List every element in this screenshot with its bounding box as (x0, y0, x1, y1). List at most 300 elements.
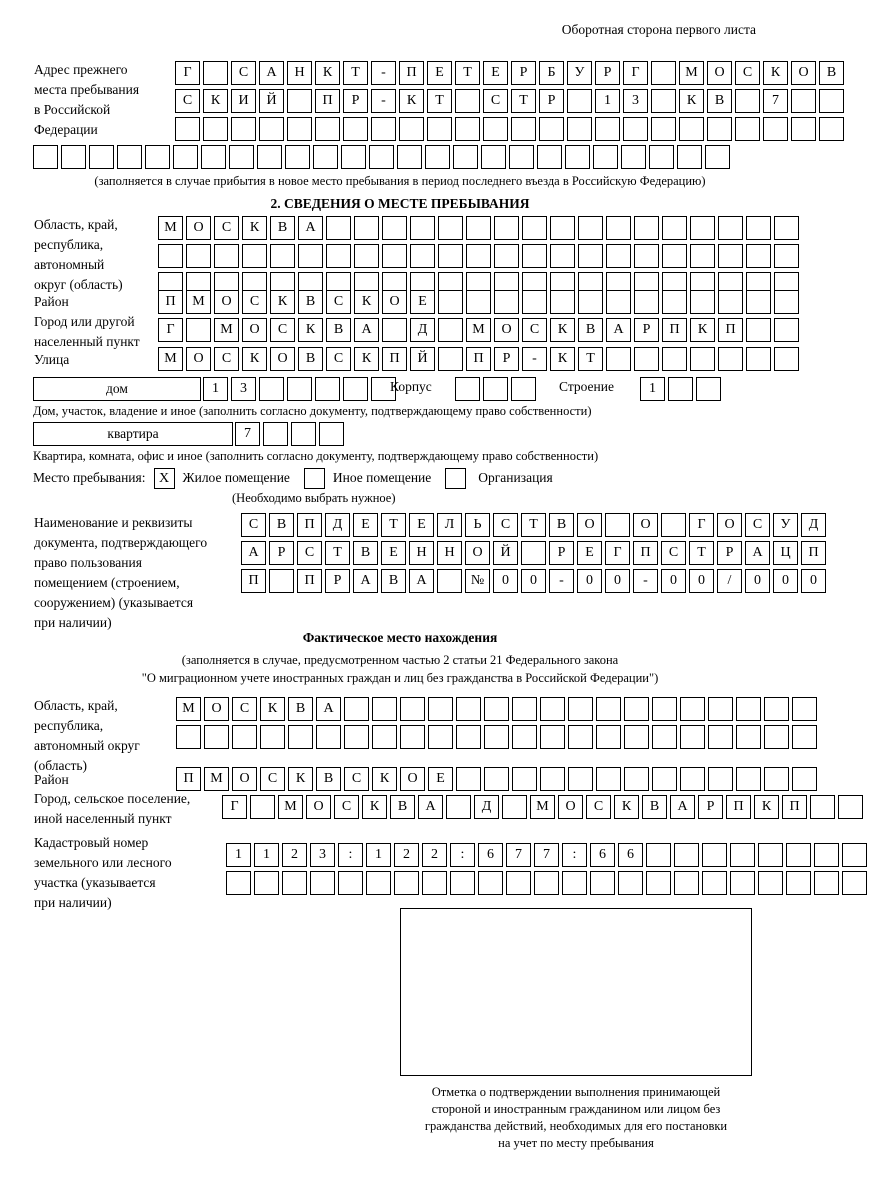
char-cell[interactable] (702, 843, 727, 867)
char-cell[interactable] (287, 377, 312, 401)
char-cell[interactable]: Е (577, 541, 602, 565)
char-cell[interactable] (718, 244, 743, 268)
char-cell[interactable] (226, 871, 251, 895)
char-cell[interactable] (593, 145, 618, 169)
char-cell[interactable]: С (661, 541, 686, 565)
char-cell[interactable] (285, 145, 310, 169)
char-cell[interactable] (540, 697, 565, 721)
char-cell[interactable]: М (214, 318, 239, 342)
char-cell[interactable] (481, 145, 506, 169)
char-cell[interactable] (578, 216, 603, 240)
char-cell[interactable]: Е (427, 61, 452, 85)
char-cell[interactable]: Т (511, 89, 536, 113)
char-cell[interactable]: М (158, 216, 183, 240)
char-cell[interactable]: 7 (235, 422, 260, 446)
char-cell[interactable]: А (670, 795, 695, 819)
checkbox-other-premises[interactable] (304, 468, 325, 489)
char-cell[interactable]: 0 (689, 569, 714, 593)
char-cell[interactable] (263, 422, 288, 446)
char-cell[interactable] (763, 117, 788, 141)
char-cell[interactable]: В (269, 513, 294, 537)
char-cell[interactable] (774, 347, 799, 371)
char-cell[interactable] (232, 725, 257, 749)
char-cell[interactable] (372, 725, 397, 749)
char-cell[interactable] (186, 318, 211, 342)
stroenie-row[interactable] (640, 377, 724, 401)
char-cell[interactable] (662, 244, 687, 268)
char-cell[interactable] (511, 117, 536, 141)
char-cell[interactable] (814, 843, 839, 867)
char-cell[interactable] (326, 216, 351, 240)
char-cell[interactable] (578, 290, 603, 314)
char-cell[interactable] (427, 117, 452, 141)
char-cell[interactable]: В (326, 318, 351, 342)
flat-number-row[interactable] (235, 422, 347, 446)
cadastral-row[interactable] (226, 871, 870, 895)
char-cell[interactable] (410, 244, 435, 268)
char-cell[interactable]: Т (578, 347, 603, 371)
char-cell[interactable]: 0 (745, 569, 770, 593)
char-cell[interactable]: Т (689, 541, 714, 565)
char-cell[interactable] (624, 725, 649, 749)
char-cell[interactable] (567, 117, 592, 141)
char-cell[interactable]: 3 (231, 377, 256, 401)
char-cell[interactable]: 1 (366, 843, 391, 867)
char-cell[interactable]: И (231, 89, 256, 113)
char-cell[interactable]: С (214, 216, 239, 240)
char-cell[interactable] (662, 290, 687, 314)
char-cell[interactable]: С (242, 290, 267, 314)
char-cell[interactable]: 6 (590, 843, 615, 867)
char-cell[interactable] (652, 725, 677, 749)
prev-address-row[interactable] (175, 61, 847, 85)
char-cell[interactable]: К (298, 318, 323, 342)
char-cell[interactable]: О (270, 347, 295, 371)
char-cell[interactable] (540, 767, 565, 791)
char-cell[interactable]: К (260, 697, 285, 721)
char-cell[interactable]: Н (437, 541, 462, 565)
char-cell[interactable] (456, 697, 481, 721)
char-cell[interactable]: Е (409, 513, 434, 537)
char-cell[interactable] (562, 871, 587, 895)
char-cell[interactable] (568, 767, 593, 791)
char-cell[interactable]: О (214, 290, 239, 314)
char-cell[interactable] (203, 61, 228, 85)
char-cell[interactable]: С (232, 697, 257, 721)
char-cell[interactable] (282, 871, 307, 895)
char-cell[interactable]: Д (325, 513, 350, 537)
char-cell[interactable]: 2 (394, 843, 419, 867)
section2-street-row[interactable] (158, 347, 802, 371)
char-cell[interactable] (343, 377, 368, 401)
char-cell[interactable] (606, 244, 631, 268)
char-cell[interactable] (341, 145, 366, 169)
char-cell[interactable] (662, 347, 687, 371)
char-cell[interactable] (438, 216, 463, 240)
char-cell[interactable] (204, 725, 229, 749)
char-cell[interactable]: К (362, 795, 387, 819)
char-cell[interactable]: 1 (254, 843, 279, 867)
char-cell[interactable] (287, 89, 312, 113)
char-cell[interactable] (746, 244, 771, 268)
char-cell[interactable]: - (371, 61, 396, 85)
char-cell[interactable]: О (791, 61, 816, 85)
char-cell[interactable]: С (241, 513, 266, 537)
char-cell[interactable]: П (315, 89, 340, 113)
char-cell[interactable]: Г (158, 318, 183, 342)
prev-address-row[interactable] (175, 89, 847, 113)
actual-region-row[interactable] (176, 697, 820, 721)
char-cell[interactable] (774, 244, 799, 268)
char-cell[interactable] (270, 244, 295, 268)
char-cell[interactable]: В (578, 318, 603, 342)
char-cell[interactable]: П (466, 347, 491, 371)
char-cell[interactable] (450, 871, 475, 895)
char-cell[interactable] (521, 541, 546, 565)
char-cell[interactable] (483, 117, 508, 141)
char-cell[interactable] (680, 767, 705, 791)
char-cell[interactable] (634, 290, 659, 314)
char-cell[interactable]: 1 (640, 377, 665, 401)
char-cell[interactable] (764, 725, 789, 749)
char-cell[interactable]: - (371, 89, 396, 113)
char-cell[interactable]: К (354, 347, 379, 371)
char-cell[interactable] (315, 377, 340, 401)
stamp-area[interactable] (400, 908, 752, 1076)
char-cell[interactable] (466, 290, 491, 314)
char-cell[interactable] (606, 347, 631, 371)
char-cell[interactable] (446, 795, 471, 819)
char-cell[interactable]: Н (287, 61, 312, 85)
char-cell[interactable]: 6 (478, 843, 503, 867)
char-cell[interactable] (730, 871, 755, 895)
actual-district-row[interactable] (176, 767, 820, 791)
char-cell[interactable]: № (465, 569, 490, 593)
char-cell[interactable] (651, 89, 676, 113)
char-cell[interactable] (578, 244, 603, 268)
char-cell[interactable]: К (690, 318, 715, 342)
char-cell[interactable] (646, 871, 671, 895)
char-cell[interactable] (735, 89, 760, 113)
char-cell[interactable]: Т (427, 89, 452, 113)
char-cell[interactable]: У (773, 513, 798, 537)
char-cell[interactable] (438, 347, 463, 371)
char-cell[interactable] (764, 767, 789, 791)
char-cell[interactable] (484, 767, 509, 791)
char-cell[interactable]: О (232, 767, 257, 791)
char-cell[interactable] (624, 767, 649, 791)
char-cell[interactable]: Ь (465, 513, 490, 537)
char-cell[interactable] (287, 117, 312, 141)
char-cell[interactable] (369, 145, 394, 169)
char-cell[interactable]: В (353, 541, 378, 565)
char-cell[interactable] (291, 422, 316, 446)
char-cell[interactable] (677, 145, 702, 169)
char-cell[interactable] (382, 244, 407, 268)
char-cell[interactable] (422, 871, 447, 895)
char-cell[interactable]: Н (409, 541, 434, 565)
char-cell[interactable]: Д (410, 318, 435, 342)
char-cell[interactable]: С (344, 767, 369, 791)
char-cell[interactable] (344, 725, 369, 749)
char-cell[interactable] (512, 697, 537, 721)
char-cell[interactable] (455, 377, 480, 401)
char-cell[interactable] (453, 145, 478, 169)
char-cell[interactable] (397, 145, 422, 169)
char-cell[interactable]: В (642, 795, 667, 819)
char-cell[interactable]: П (718, 318, 743, 342)
char-cell[interactable] (494, 244, 519, 268)
char-cell[interactable] (758, 843, 783, 867)
char-cell[interactable] (651, 61, 676, 85)
char-cell[interactable] (494, 290, 519, 314)
char-cell[interactable] (786, 843, 811, 867)
char-cell[interactable] (842, 843, 867, 867)
char-cell[interactable] (792, 767, 817, 791)
char-cell[interactable] (338, 871, 363, 895)
char-cell[interactable] (428, 697, 453, 721)
char-cell[interactable] (550, 244, 575, 268)
char-cell[interactable]: Т (343, 61, 368, 85)
char-cell[interactable]: С (270, 318, 295, 342)
char-cell[interactable]: К (203, 89, 228, 113)
char-cell[interactable] (696, 377, 721, 401)
char-cell[interactable]: А (354, 318, 379, 342)
house-number-row[interactable] (203, 377, 399, 401)
char-cell[interactable]: А (259, 61, 284, 85)
char-cell[interactable] (705, 145, 730, 169)
char-cell[interactable]: П (726, 795, 751, 819)
char-cell[interactable]: В (288, 697, 313, 721)
section2-region-row[interactable] (158, 244, 802, 268)
char-cell[interactable] (254, 871, 279, 895)
char-cell[interactable] (269, 569, 294, 593)
char-cell[interactable] (437, 569, 462, 593)
char-cell[interactable] (400, 697, 425, 721)
char-cell[interactable] (522, 216, 547, 240)
char-cell[interactable]: П (399, 61, 424, 85)
char-cell[interactable]: Ц (773, 541, 798, 565)
char-cell[interactable] (792, 725, 817, 749)
char-cell[interactable]: М (158, 347, 183, 371)
char-cell[interactable] (399, 117, 424, 141)
char-cell[interactable] (624, 697, 649, 721)
char-cell[interactable]: П (176, 767, 201, 791)
char-cell[interactable] (33, 145, 58, 169)
char-cell[interactable] (708, 767, 733, 791)
char-cell[interactable]: Г (623, 61, 648, 85)
char-cell[interactable] (791, 89, 816, 113)
char-cell[interactable]: О (242, 318, 267, 342)
char-cell[interactable] (214, 244, 239, 268)
char-cell[interactable]: К (288, 767, 313, 791)
char-cell[interactable] (158, 244, 183, 268)
char-cell[interactable]: О (186, 347, 211, 371)
char-cell[interactable] (478, 871, 503, 895)
char-cell[interactable] (466, 244, 491, 268)
char-cell[interactable]: К (242, 347, 267, 371)
char-cell[interactable]: В (270, 216, 295, 240)
char-cell[interactable]: К (550, 318, 575, 342)
char-cell[interactable]: : (562, 843, 587, 867)
char-cell[interactable]: Е (410, 290, 435, 314)
char-cell[interactable]: О (707, 61, 732, 85)
char-cell[interactable] (568, 697, 593, 721)
char-cell[interactable] (590, 871, 615, 895)
char-cell[interactable]: : (450, 843, 475, 867)
char-cell[interactable]: А (316, 697, 341, 721)
char-cell[interactable]: О (717, 513, 742, 537)
char-cell[interactable] (634, 216, 659, 240)
char-cell[interactable]: - (633, 569, 658, 593)
document-row[interactable] (241, 569, 829, 593)
char-cell[interactable] (746, 290, 771, 314)
char-cell[interactable] (288, 725, 313, 749)
char-cell[interactable]: Т (521, 513, 546, 537)
char-cell[interactable] (326, 244, 351, 268)
char-cell[interactable]: Р (539, 89, 564, 113)
char-cell[interactable] (382, 318, 407, 342)
char-cell[interactable]: Р (634, 318, 659, 342)
char-cell[interactable] (438, 244, 463, 268)
char-cell[interactable] (792, 697, 817, 721)
char-cell[interactable]: Р (549, 541, 574, 565)
char-cell[interactable]: О (306, 795, 331, 819)
prev-address-row[interactable] (175, 117, 847, 141)
char-cell[interactable]: М (679, 61, 704, 85)
char-cell[interactable]: К (399, 89, 424, 113)
char-cell[interactable] (400, 725, 425, 749)
char-cell[interactable]: С (326, 347, 351, 371)
char-cell[interactable]: - (522, 347, 547, 371)
char-cell[interactable] (819, 89, 844, 113)
char-cell[interactable]: Л (437, 513, 462, 537)
char-cell[interactable] (764, 697, 789, 721)
char-cell[interactable] (819, 117, 844, 141)
char-cell[interactable]: Р (343, 89, 368, 113)
char-cell[interactable]: С (493, 513, 518, 537)
char-cell[interactable] (438, 318, 463, 342)
char-cell[interactable]: 2 (282, 843, 307, 867)
char-cell[interactable] (259, 117, 284, 141)
char-cell[interactable]: Е (483, 61, 508, 85)
char-cell[interactable]: О (494, 318, 519, 342)
char-cell[interactable] (89, 145, 114, 169)
char-cell[interactable]: О (577, 513, 602, 537)
char-cell[interactable] (203, 117, 228, 141)
char-cell[interactable] (674, 871, 699, 895)
char-cell[interactable] (746, 347, 771, 371)
char-cell[interactable]: П (382, 347, 407, 371)
char-cell[interactable] (456, 725, 481, 749)
char-cell[interactable]: М (278, 795, 303, 819)
char-cell[interactable]: Т (455, 61, 480, 85)
char-cell[interactable]: Р (717, 541, 742, 565)
char-cell[interactable]: 0 (493, 569, 518, 593)
char-cell[interactable] (606, 290, 631, 314)
char-cell[interactable] (661, 513, 686, 537)
char-cell[interactable]: О (633, 513, 658, 537)
char-cell[interactable] (746, 318, 771, 342)
char-cell[interactable] (502, 795, 527, 819)
char-cell[interactable]: Д (474, 795, 499, 819)
char-cell[interactable] (310, 871, 335, 895)
char-cell[interactable]: : (338, 843, 363, 867)
char-cell[interactable] (735, 117, 760, 141)
char-cell[interactable]: В (381, 569, 406, 593)
char-cell[interactable] (662, 216, 687, 240)
char-cell[interactable] (646, 843, 671, 867)
char-cell[interactable] (746, 216, 771, 240)
char-cell[interactable]: С (522, 318, 547, 342)
char-cell[interactable] (708, 725, 733, 749)
char-cell[interactable]: А (298, 216, 323, 240)
char-cell[interactable] (618, 871, 643, 895)
char-cell[interactable] (791, 117, 816, 141)
char-cell[interactable] (674, 843, 699, 867)
char-cell[interactable] (394, 871, 419, 895)
char-cell[interactable]: О (382, 290, 407, 314)
char-cell[interactable]: 0 (801, 569, 826, 593)
char-cell[interactable] (522, 290, 547, 314)
char-cell[interactable] (117, 145, 142, 169)
char-cell[interactable] (354, 216, 379, 240)
char-cell[interactable]: П (633, 541, 658, 565)
char-cell[interactable] (173, 145, 198, 169)
char-cell[interactable]: К (754, 795, 779, 819)
char-cell[interactable] (730, 843, 755, 867)
char-cell[interactable]: П (158, 290, 183, 314)
section2-region-row[interactable] (158, 216, 802, 240)
char-cell[interactable] (428, 725, 453, 749)
char-cell[interactable] (550, 290, 575, 314)
char-cell[interactable]: 6 (618, 843, 643, 867)
char-cell[interactable] (774, 216, 799, 240)
char-cell[interactable] (605, 513, 630, 537)
actual-city-row[interactable] (222, 795, 866, 819)
char-cell[interactable] (718, 216, 743, 240)
char-cell[interactable]: О (558, 795, 583, 819)
char-cell[interactable] (595, 117, 620, 141)
char-cell[interactable] (512, 767, 537, 791)
char-cell[interactable]: - (549, 569, 574, 593)
checkbox-residential[interactable]: Х (154, 468, 175, 489)
char-cell[interactable]: Р (269, 541, 294, 565)
char-cell[interactable]: Й (493, 541, 518, 565)
char-cell[interactable] (259, 377, 284, 401)
char-cell[interactable]: 0 (577, 569, 602, 593)
char-cell[interactable] (455, 117, 480, 141)
char-cell[interactable] (313, 145, 338, 169)
char-cell[interactable] (186, 244, 211, 268)
char-cell[interactable]: М (530, 795, 555, 819)
char-cell[interactable]: С (175, 89, 200, 113)
char-cell[interactable] (537, 145, 562, 169)
char-cell[interactable] (231, 117, 256, 141)
char-cell[interactable] (466, 216, 491, 240)
char-cell[interactable]: С (297, 541, 322, 565)
char-cell[interactable]: 3 (623, 89, 648, 113)
char-cell[interactable]: П (801, 541, 826, 565)
char-cell[interactable]: В (298, 347, 323, 371)
char-cell[interactable] (680, 725, 705, 749)
char-cell[interactable] (484, 697, 509, 721)
char-cell[interactable] (494, 216, 519, 240)
char-cell[interactable] (540, 725, 565, 749)
char-cell[interactable]: С (260, 767, 285, 791)
char-cell[interactable] (315, 117, 340, 141)
char-cell[interactable] (410, 216, 435, 240)
